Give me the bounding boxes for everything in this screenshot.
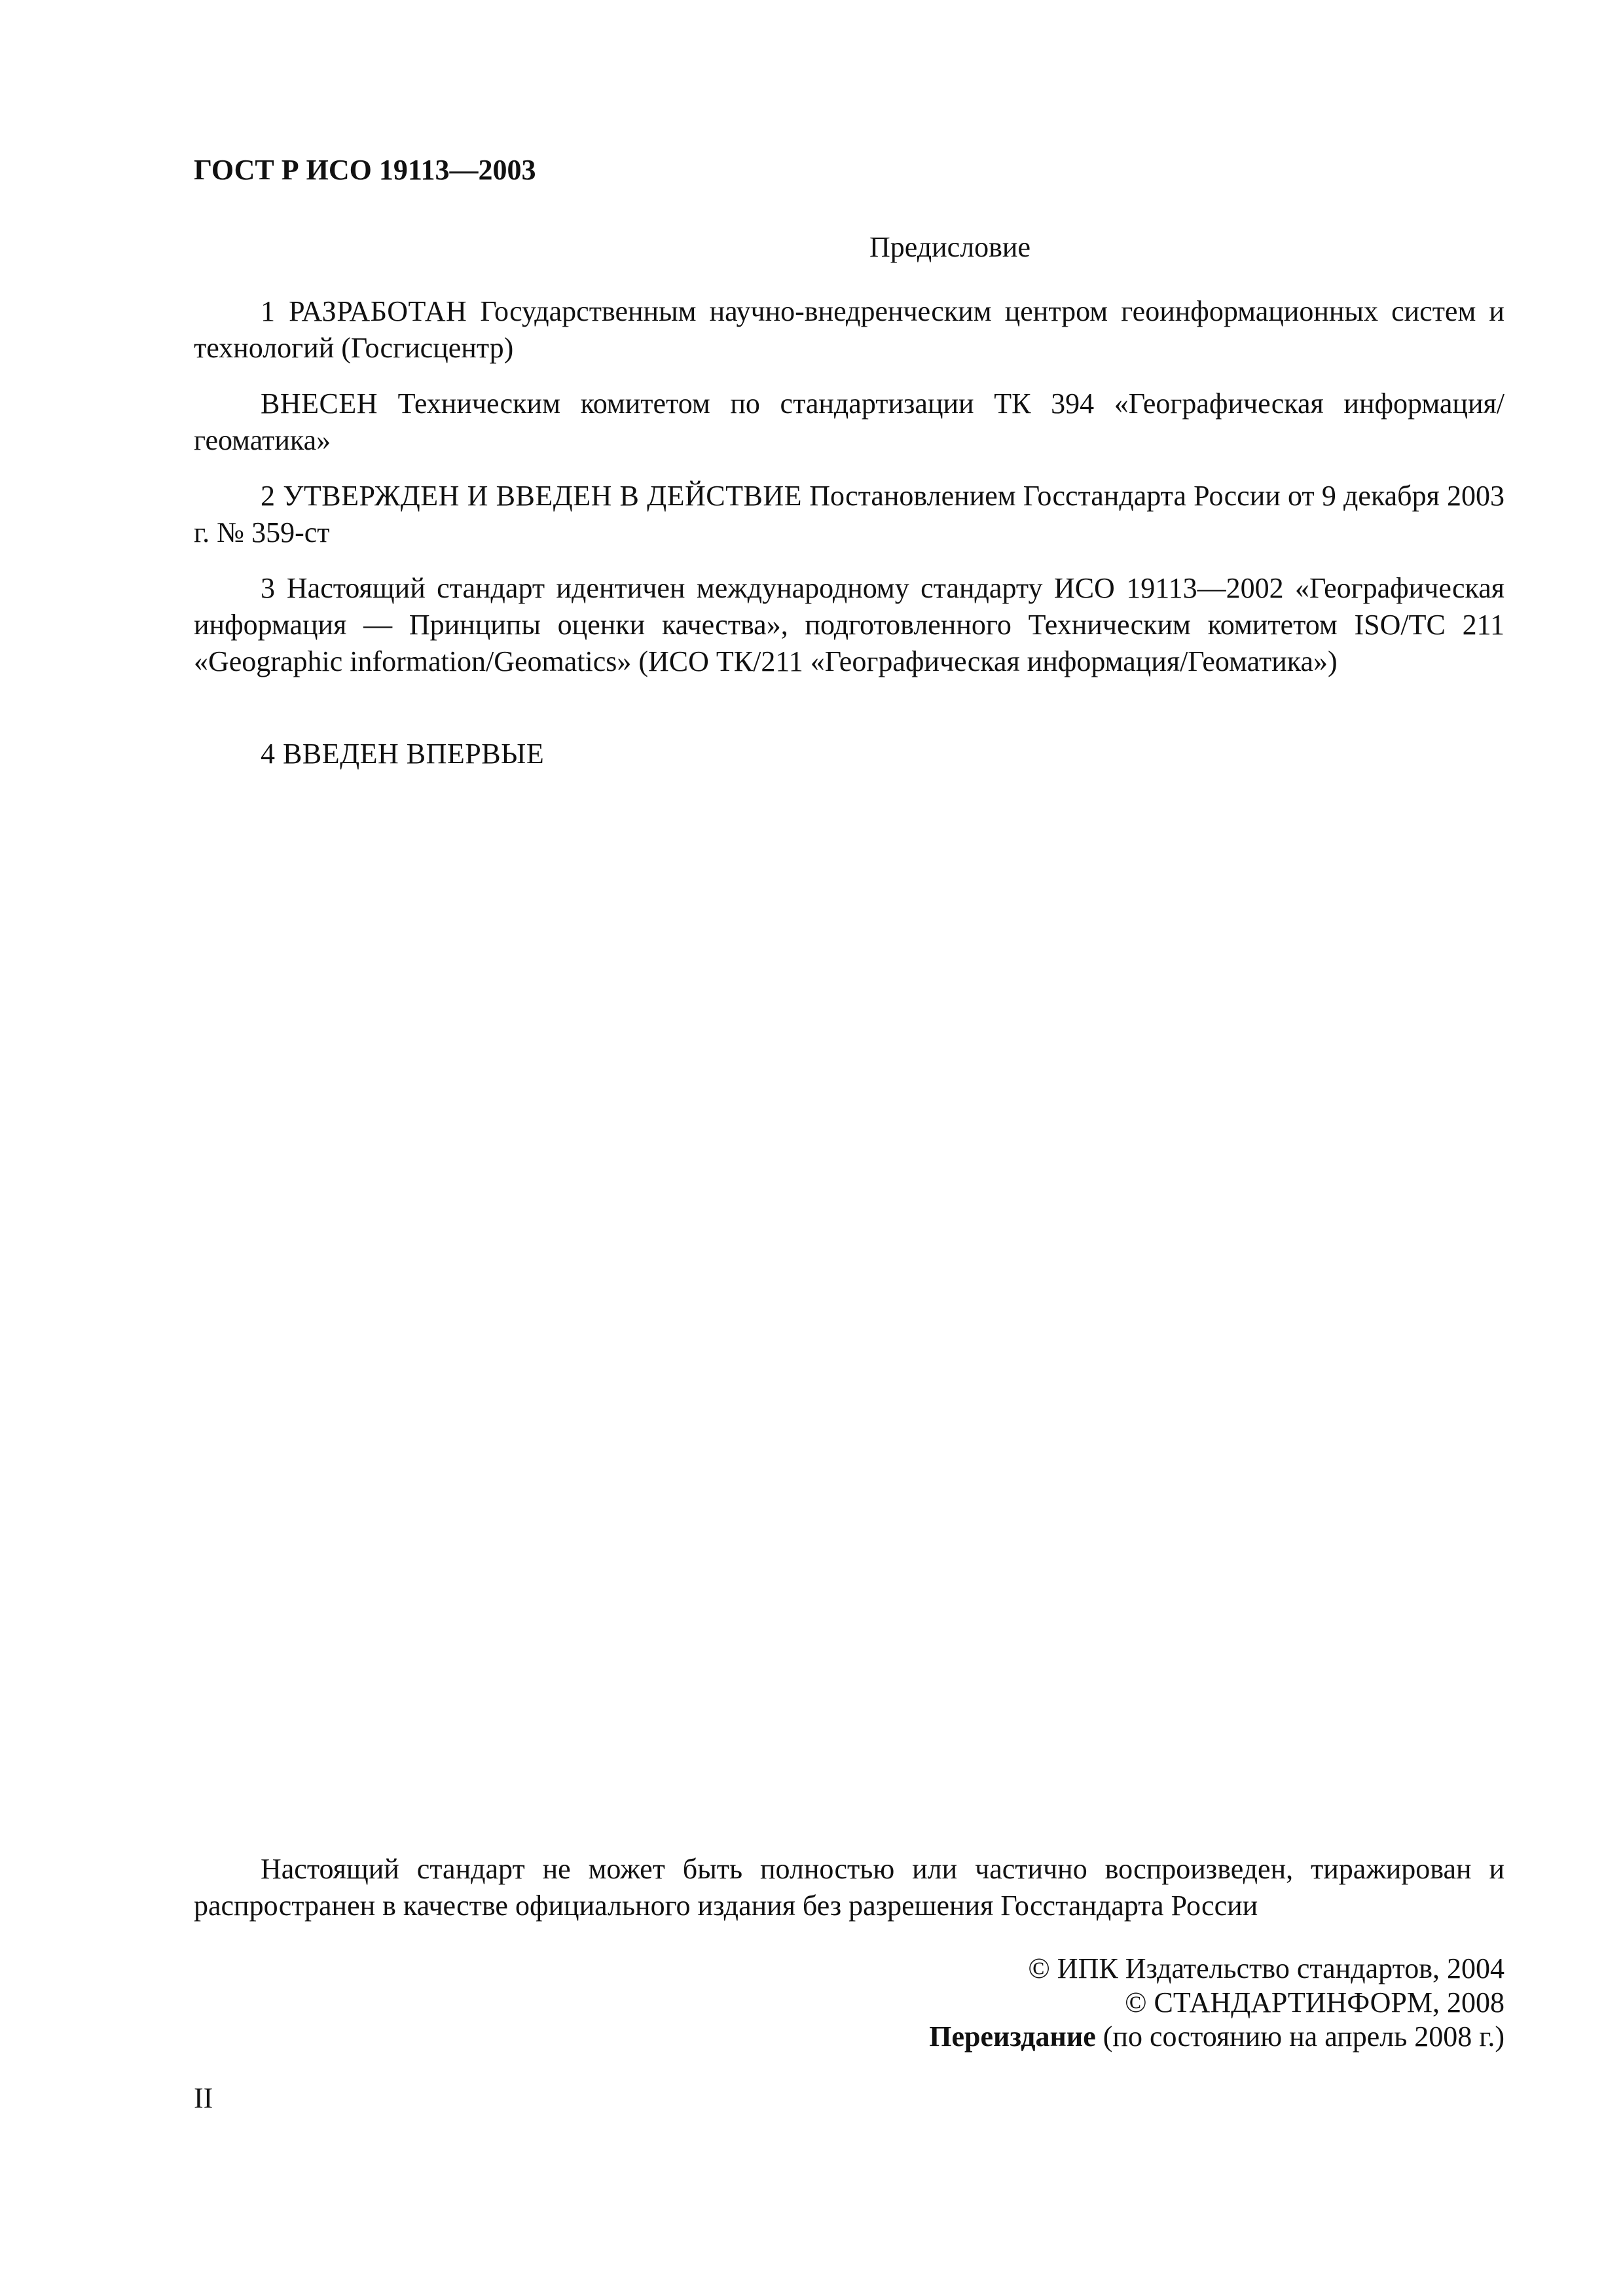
preface-item-2-lead: 2 УТВЕРЖДЕН И ВВЕДЕН В ДЕЙСТВИЕ	[261, 480, 802, 512]
preface-item-2	[194, 478, 1504, 551]
preface-item-4-lead: 4 ВВЕДЕН ВПЕРВЫЕ	[261, 738, 545, 770]
preface-item-submitted-lead: ВНЕСЕН	[261, 387, 378, 420]
standard-code-header: ГОСТ Р ИСО 19113—2003	[194, 154, 536, 186]
reprint-label: Переиздание	[929, 2020, 1096, 2053]
copyright-line-1: © ИПК Издательство стандартов, 2004	[1028, 1952, 1504, 1984]
preface-item-submitted-text: Техническим комитетом по стандартизации ТК 394 «Географическая информация/геоматика»	[194, 387, 1504, 456]
reproduction-notice-text: Настоящий стандарт не может быть полностью или частично воспроизведен, тиражирован и распространен в качестве официального издания без разрешения Госстандарта России	[194, 1853, 1504, 1922]
preface-item-1	[194, 293, 1504, 367]
reprint-note: (по состоянию на апрель 2008 г.)	[1095, 2020, 1504, 2053]
preface-item-3-text: Настоящий стандарт идентичен международному стандарту ИСО 19113—2002 «Географическая информация — Принципы оценки качества», подготовленного Техническим комитетом ISO/TC 211 «Geographic information/Geomatics» (ИСО ТК/211 «Географическая информация/Геоматика»)	[194, 572, 1504, 677]
page-number: II	[194, 2082, 213, 2114]
preface-item-3	[194, 570, 1504, 680]
preface-item-1-lead: 1 РАЗРАБОТАН	[261, 295, 467, 327]
preface-item-2-text: Постановлением Госстандарта России от 9 декабря 2003 г. № 359-ст	[194, 480, 1504, 548]
copyright-line-2: © СТАНДАРТИНФОРМ, 2008	[1125, 1986, 1504, 2018]
reprint-line	[194, 2020, 1504, 2054]
copyright-block	[194, 1952, 1504, 2054]
preface-item-submitted	[194, 386, 1504, 459]
preface-title: Предисловие	[869, 231, 1030, 263]
reproduction-notice	[194, 1851, 1504, 1924]
preface-item-4	[194, 736, 1504, 772]
preface-item-1-text: Государственным научно-внедренческим центром геоинформационных систем и технологий (Госгисцентр)	[194, 295, 1504, 364]
preface-item-3-lead: 3	[261, 572, 276, 604]
